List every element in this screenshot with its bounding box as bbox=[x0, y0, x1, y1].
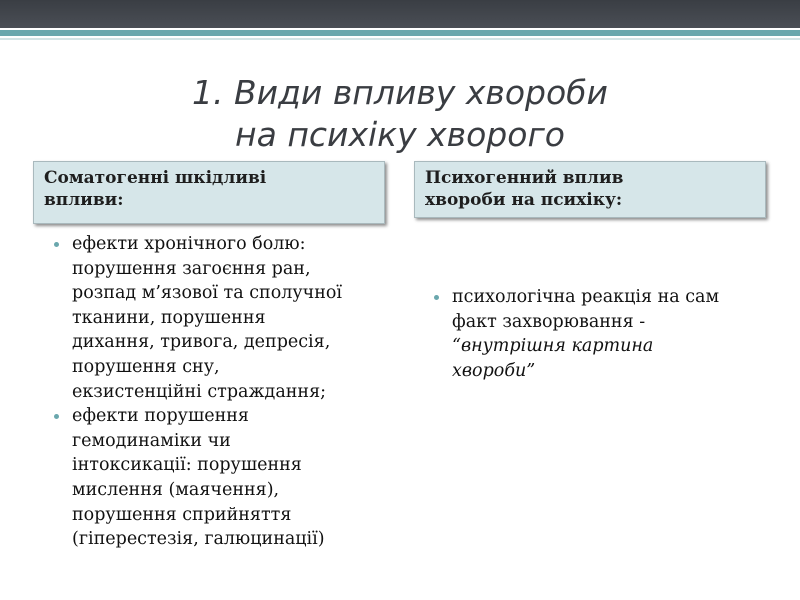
somatogenic-bullet-list bbox=[52, 232, 392, 552]
bullet-text-line: порушення сприйняття bbox=[72, 504, 292, 525]
top-light-line bbox=[0, 38, 800, 40]
slide-title-line-2: на психіку хворого bbox=[235, 115, 565, 154]
bullet-dot-icon bbox=[434, 295, 439, 300]
psychogenic-bullet-list bbox=[432, 285, 792, 383]
psychogenic-header bbox=[414, 161, 766, 218]
somatogenic-header bbox=[33, 161, 385, 224]
bullet-text-line: дихання, тривога, депресія, bbox=[72, 332, 331, 353]
psychogenic-header-line-2: хвороби на психіку: bbox=[425, 190, 623, 210]
inner-picture-term-line: хвороби” bbox=[452, 360, 536, 381]
bullet-text-line: гемодинаміки чи bbox=[72, 430, 231, 451]
slide-title-line-1: 1. Види впливу хвороби bbox=[192, 73, 608, 112]
slide-title bbox=[0, 72, 800, 156]
bullet-text-line: порушення сну, bbox=[72, 356, 220, 377]
list-item bbox=[52, 404, 392, 552]
bullet-text-line: мислення (маячення), bbox=[72, 479, 280, 500]
inner-picture-term-line: “внутрішня картина bbox=[452, 336, 654, 357]
top-dark-band bbox=[0, 0, 800, 28]
bullet-text-line: екзистенційні страждання; bbox=[72, 381, 327, 402]
bullet-text-line: тканини, порушення bbox=[72, 307, 266, 328]
bullet-text-line: факт захворювання - bbox=[452, 311, 646, 332]
bullet-text-line: психологічна реакція на сам bbox=[452, 287, 720, 307]
bullet-text-line: (гіперестезія, галюцинації) bbox=[72, 529, 325, 550]
somatogenic-header-line-2: впливи: bbox=[44, 190, 124, 210]
bullet-text-line: розпад м’язової та сполучної bbox=[72, 283, 343, 304]
top-accent-stripe bbox=[0, 30, 800, 36]
bullet-text-line: ефекти порушення bbox=[72, 406, 249, 427]
bullet-dot-icon bbox=[54, 414, 59, 419]
list-item bbox=[52, 232, 392, 404]
bullet-text-line: порушення загоєння ран, bbox=[72, 258, 311, 279]
bullet-dot-icon bbox=[54, 242, 59, 247]
bullet-text-line: ефекти хронічного болю: bbox=[72, 234, 306, 254]
somatogenic-header-line-1: Соматогенні шкідливі bbox=[44, 168, 267, 188]
psychogenic-header-line-1: Психогенний вплив bbox=[425, 168, 624, 188]
bullet-text-line: інтоксикації: порушення bbox=[72, 455, 302, 476]
list-item bbox=[432, 285, 792, 383]
